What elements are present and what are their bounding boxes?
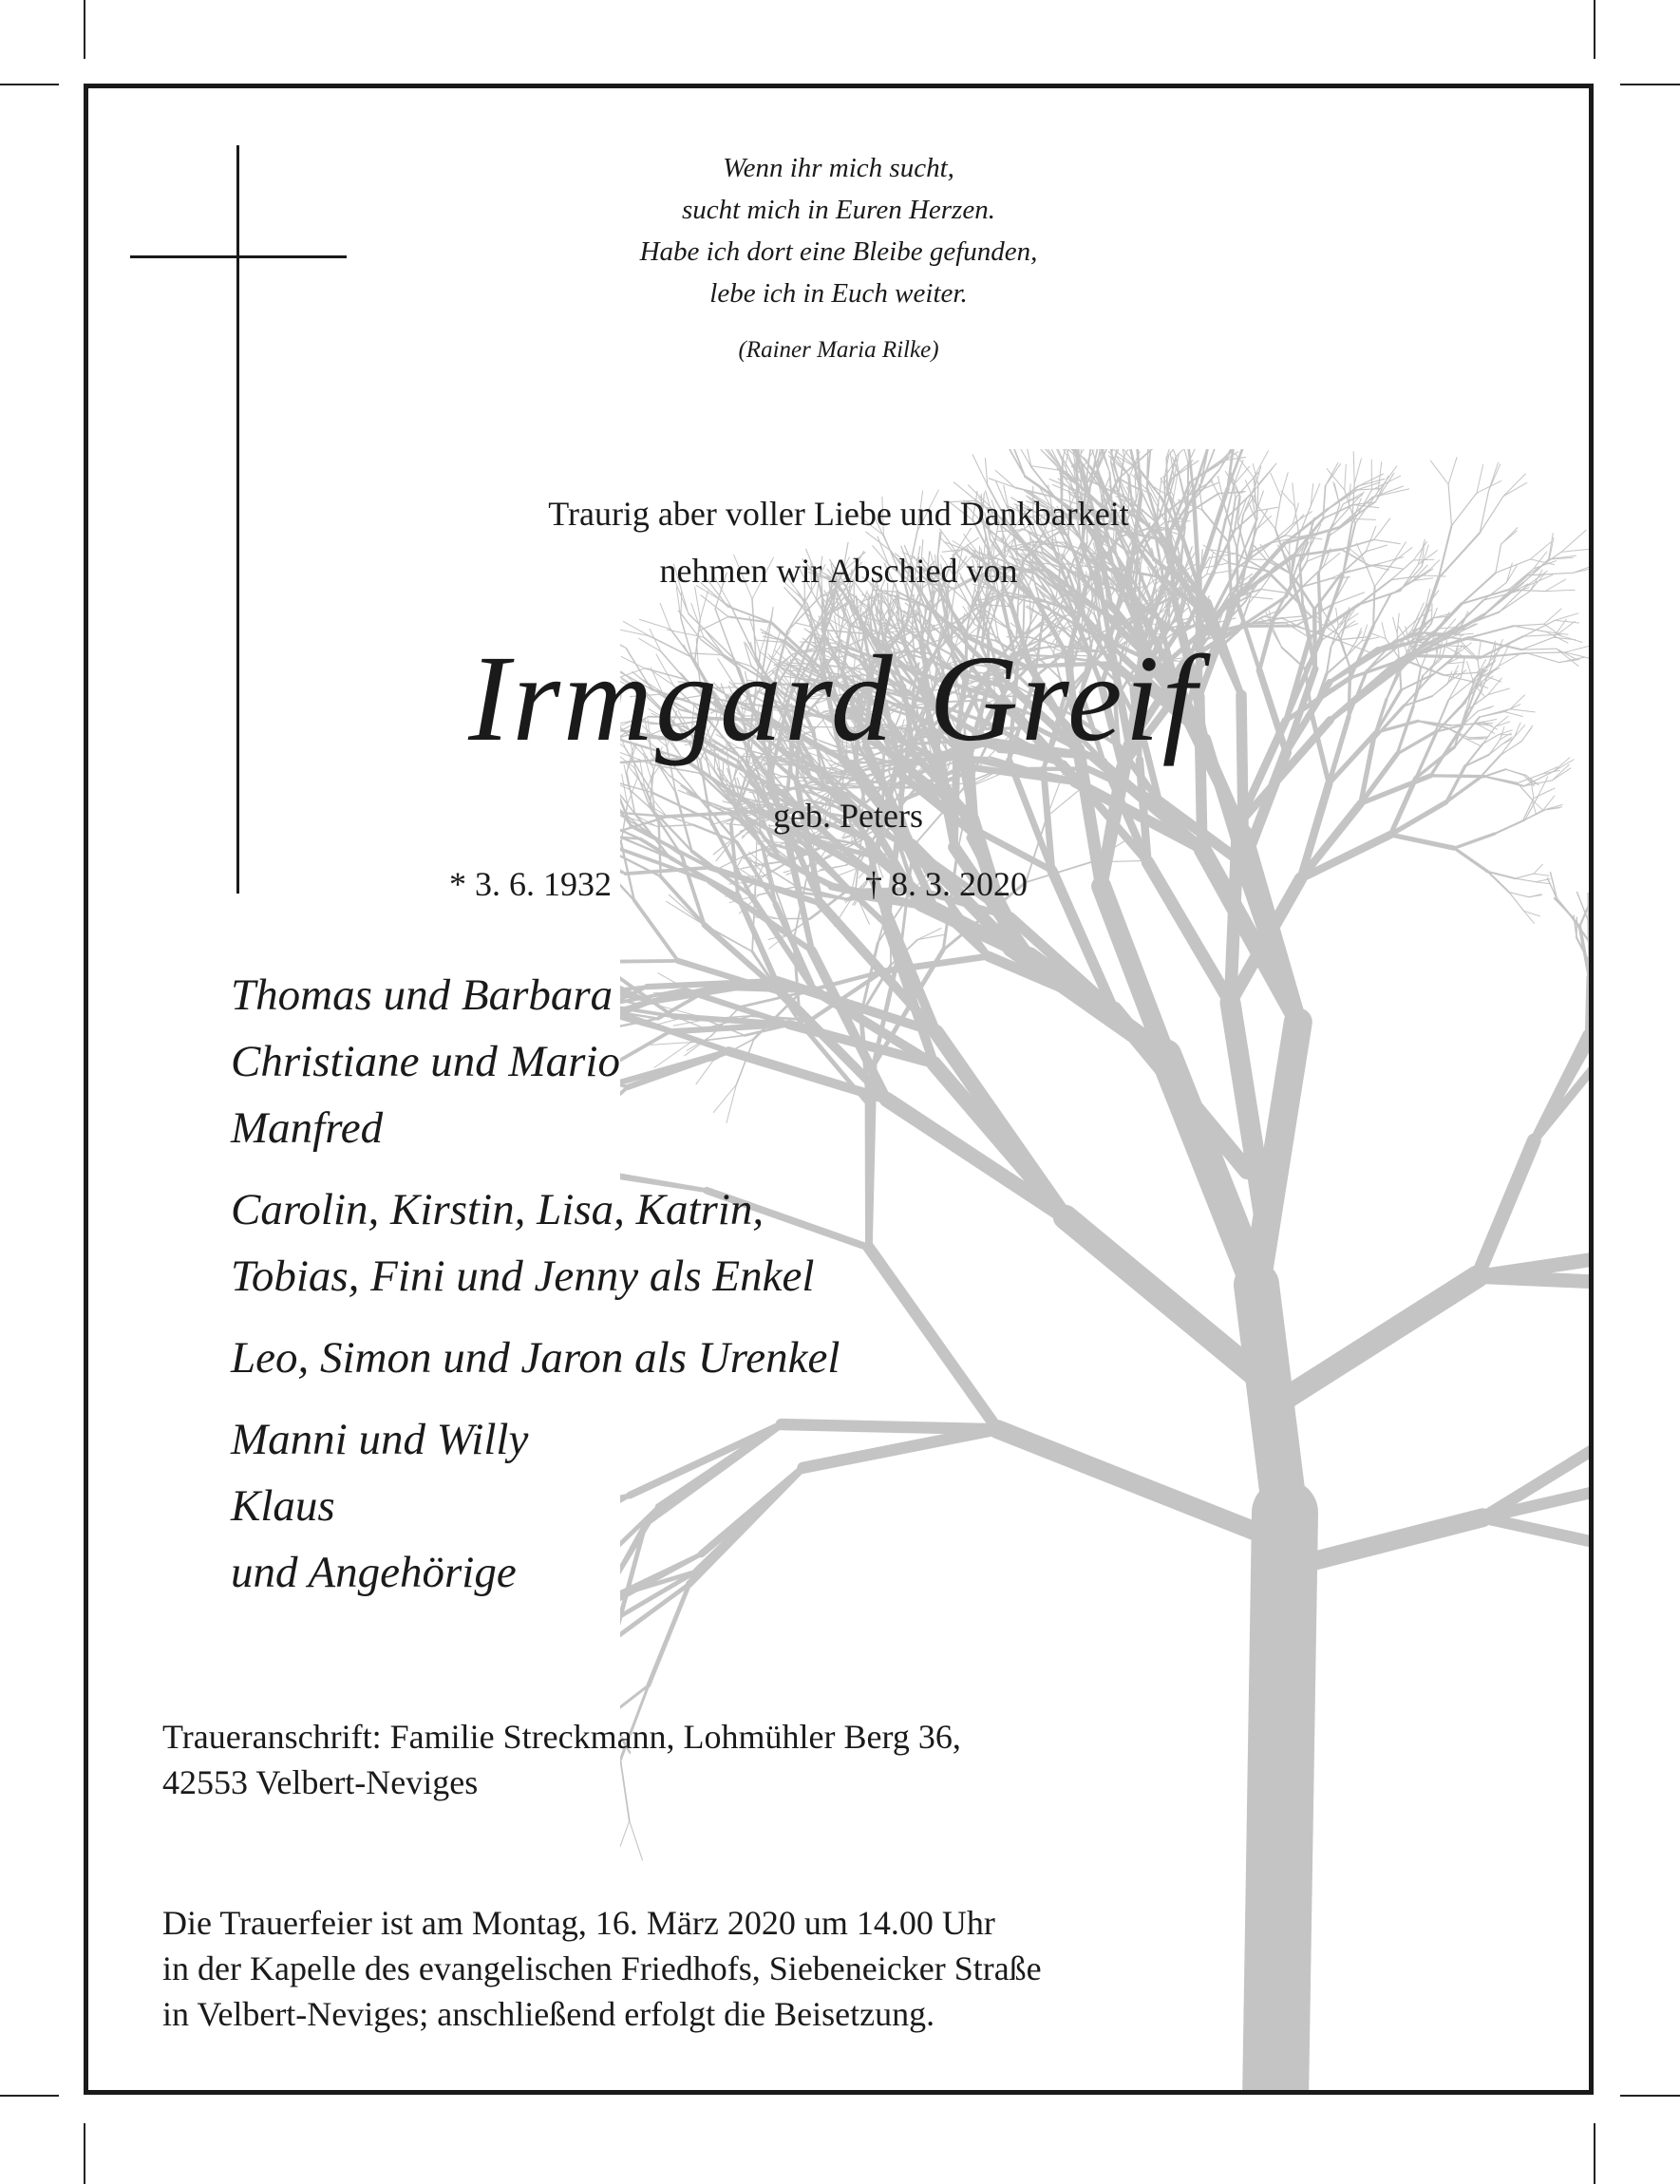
mourner-group	[231, 1406, 1085, 1606]
maiden-name: geb. Peters	[773, 797, 923, 835]
quote-line: lebe ich in Euch weiter.	[709, 278, 968, 309]
deceased-name: Irmgard Greif	[468, 631, 1199, 767]
mourner-line: Manfred	[231, 1103, 384, 1153]
intro-text	[373, 485, 1304, 599]
quote-author: (Rainer Maria Rilke)	[738, 337, 939, 363]
mourners-list	[231, 962, 1085, 1621]
intro-line: nehmen wir Abschied von	[659, 552, 1018, 590]
mourner-line: und Angehörige	[231, 1548, 517, 1597]
quote-line: sucht mich in Euren Herzen.	[682, 195, 995, 225]
mourner-line: Leo, Simon und Jaron als Urenkel	[231, 1333, 840, 1383]
mourner-line: Manni und Willy	[231, 1415, 529, 1464]
mourner-line: Carolin, Kirstin, Lisa, Katrin,	[231, 1185, 764, 1234]
mourning-address	[162, 1714, 1302, 1805]
death-date: † 8. 3. 2020	[865, 865, 1028, 903]
crop-mark	[1620, 2095, 1680, 2097]
crop-mark	[1594, 2123, 1595, 2184]
mourner-line: Klaus	[231, 1481, 335, 1531]
quote-line: Wenn ihr mich sucht,	[723, 153, 954, 183]
crop-mark	[1620, 84, 1680, 85]
crop-mark	[84, 0, 85, 59]
crop-mark	[0, 84, 59, 85]
mourner-group	[231, 962, 1085, 1161]
mourner-group	[231, 1177, 1085, 1309]
mourner-line: Christiane und Mario	[231, 1037, 620, 1086]
cross-icon-bar	[130, 255, 347, 258]
mourner-line: Tobias, Fini und Jenny als Enkel	[231, 1252, 815, 1301]
address-line: Traueranschrift: Familie Streckmann, Lohmühler Berg 36,	[162, 1718, 961, 1756]
mourner-group	[231, 1325, 1085, 1391]
birth-date: * 3. 6. 1932	[449, 865, 612, 903]
obituary-frame	[84, 84, 1594, 2095]
intro-line: Traurig aber voller Liebe und Dankbarkeit	[548, 495, 1129, 533]
crop-mark	[84, 2123, 85, 2184]
mourner-line: Thomas und Barbara	[231, 970, 613, 1020]
service-line: in der Kapelle des evangelischen Friedhofs, Siebeneicker Straße	[162, 1949, 1042, 1987]
crop-mark	[1594, 0, 1595, 59]
crop-mark	[0, 2095, 59, 2097]
service-line: in Velbert-Neviges; anschließend erfolgt die Beisetzung.	[162, 1995, 935, 2033]
quote-line: Habe ich dort eine Bleibe gefunden,	[639, 236, 1038, 267]
address-line: 42553 Velbert-Neviges	[162, 1763, 479, 1801]
funeral-service-info	[162, 1900, 1226, 2037]
service-line: Die Trauerfeier ist am Montag, 16. März 2020 um 14.00 Uhr	[162, 1904, 995, 1942]
quote	[449, 147, 1228, 314]
